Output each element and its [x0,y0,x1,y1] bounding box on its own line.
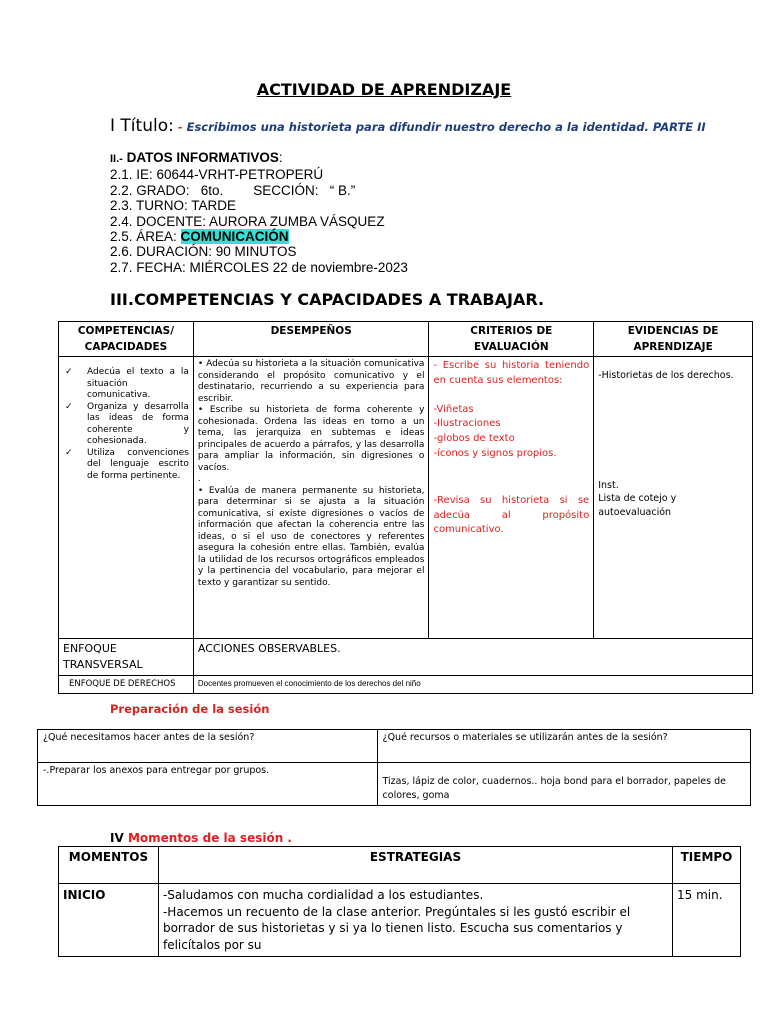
enfoque-derechos: ENFOQUE DE DERECHOS [59,676,194,694]
competencias-header-row [59,322,753,357]
header-estrategias: ESTRATEGIAS [158,847,672,884]
criterio-item: -Ilustraciones [433,418,501,430]
preparacion-table [37,729,751,806]
enfoque-label: ENFOQUE TRANSVERSAL [59,639,194,676]
section-3-heading: III.COMPETENCIAS Y CAPACIDADES A TRABAJAR. [110,290,545,309]
tiempo-inicio: 15 min. [673,884,741,957]
answer-hacer: -.Preparar los anexos para entregar por grupos. [38,763,378,806]
datos-area: 2.5. ÁREA: COMUNICACIÓN [110,229,289,245]
title-text: Escribimos una historieta para difundir nuestro derecho a la identidad. PARTE II [186,120,706,134]
datos-heading: II.- DATOS INFORMATIVOS: [110,150,283,165]
evidencia-lista: Lista de cotejo y autoevaluación [598,493,677,518]
header-momentos: MOMENTOS [59,847,159,884]
header-tiempo: TIEMPO [673,847,741,884]
estrategias-inicio [158,884,672,957]
criterios-cell [429,357,594,639]
acciones-label: ACCIONES OBSERVABLES. [193,639,752,676]
criterio-item: -Viñetas [433,403,474,415]
docentes-promueven: Docentes promueven el conocimiento de los derechos del niño [193,676,752,694]
criterio-intro: - Escribe su historia teniendo en cuenta sus elementos: [433,360,590,386]
datos-ie: 2.1. IE: 60644-VRHT-PETROPERÚ [110,167,324,183]
desempeno-item: • Adecúa su historieta a la situación comunicativa considerando el propósito comunicativo y el destinatario, recurriendo a su experiencia para escribir. [197,359,425,404]
datos-informativos [110,150,408,275]
capacidad-item: ✓ Organiza y desarrolla las ideas de forma coherente y cohesionada. [65,401,189,446]
capacidad-item: ✓ Adecúa el texto a la situación comunicativa. [65,367,189,400]
activity-title [110,116,706,136]
area-highlight: COMUNICACIÓN [180,229,289,245]
datos-grado: 2.2. GRADO: 6to. SECCIÓN: “ B.” [110,182,356,198]
preparacion-question-row [38,730,751,763]
enfoque-derechos-row [59,676,753,694]
checkmark-icon: ✓ [65,401,73,412]
datos-docente: 2.4. DOCENTE: AURORA ZUMBA VÁSQUEZ [110,213,385,229]
desempenos-cell [193,357,429,639]
enfoque-row [59,639,753,676]
header-evidencias: EVIDENCIAS DE APRENDIZAJE [594,322,753,357]
header-desempenos: DESEMPEÑOS [193,322,429,357]
criterio-revisa: -Revisa su historieta si se adecúa al propósito comunicativo. [433,494,590,536]
desempeno-item: . [197,474,201,484]
capacidad-item: ✓ Utiliza convenciones del lenguaje escrito de forma pertinente. [65,447,189,481]
evidencias-cell [594,357,753,639]
momento-row [59,884,741,957]
preparacion-heading: Preparación de la sesión [110,702,270,716]
answer-recursos: Tizas, lápiz de color, cuadernos.. hoja bond para el borrador, papeles de colores, goma [377,763,750,806]
desempeno-item: • Escribe su historieta de forma coherente y cohesionada. Ordena las ideas en torno a un tema, las jerarquiza en subtemas e ideas principales de acuerdo a párrafos, y las desarrolla para ampliar la información, sin digresiones o vacíos. [197,405,425,473]
checkmark-icon: ✓ [65,367,73,377]
section-4-heading: IV Momentos de la sesión . [110,831,292,845]
header-criterios: CRITERIOS DE EVALUACIÓN [429,322,594,357]
question-hacer: ¿Qué necesitamos hacer antes de la sesión? [38,730,378,763]
datos-duracion: 2.6. DURACIÓN: 90 MINUTOS [110,244,297,260]
estrategia-line: -Saludamos con mucha cordialidad a los estudiantes. [162,888,484,902]
estrategia-line: -Hacemos un recuento de la clase anterior. Pregúntales si les gustó escribir el borrador de sus historietas y si ya lo tienen listo. Escucha sus comentarios y felicítalos por su [162,904,631,952]
momento-inicio: INICIO [59,884,159,957]
title-label: I Título: [110,116,174,136]
evidencia-inst: Inst. [598,479,619,491]
question-recursos: ¿Qué recursos o materiales se utilizarán antes de la sesión? [377,730,750,763]
datos-turno: 2.3. TURNO: TARDE [110,198,237,214]
momentos-header-row [59,847,741,884]
title-dash: - [173,120,187,134]
momentos-table [58,846,741,957]
capacidades-cell [59,357,194,639]
desempeno-item: • Evalúa de manera permanente su historieta, para determinar si se ajusta a la situación comunicativa, si existe digresiones o vacíos de información que afectan la coherencia entre las ideas, o si el uso de conectores y referentes asegura la cohesión entre ellas. También, evalúa la utilidad de los recursos ortográficos empleados y la pertinencia del vocabulario, para mejorar el texto y garantizar su sentido. [197,485,425,588]
datos-fecha: 2.7. FECHA: MIÉRCOLES 22 de noviembre-2023 [110,259,408,275]
header-competencias: COMPETENCIAS/ CAPACIDADES [59,322,194,357]
evidencia-historietas: -Historietas de los derechos. [598,370,734,381]
checkmark-icon: ✓ [65,447,73,458]
criterio-item: -globos de texto [433,433,515,445]
preparacion-answer-row [38,763,751,806]
competencias-body-row [59,357,753,639]
competencias-table [58,321,753,694]
capacidades-list [63,367,189,482]
criterio-item: -íconos y signos propios. [433,447,557,459]
document-title: ACTIVIDAD DE APRENDIZAJE [256,80,512,99]
